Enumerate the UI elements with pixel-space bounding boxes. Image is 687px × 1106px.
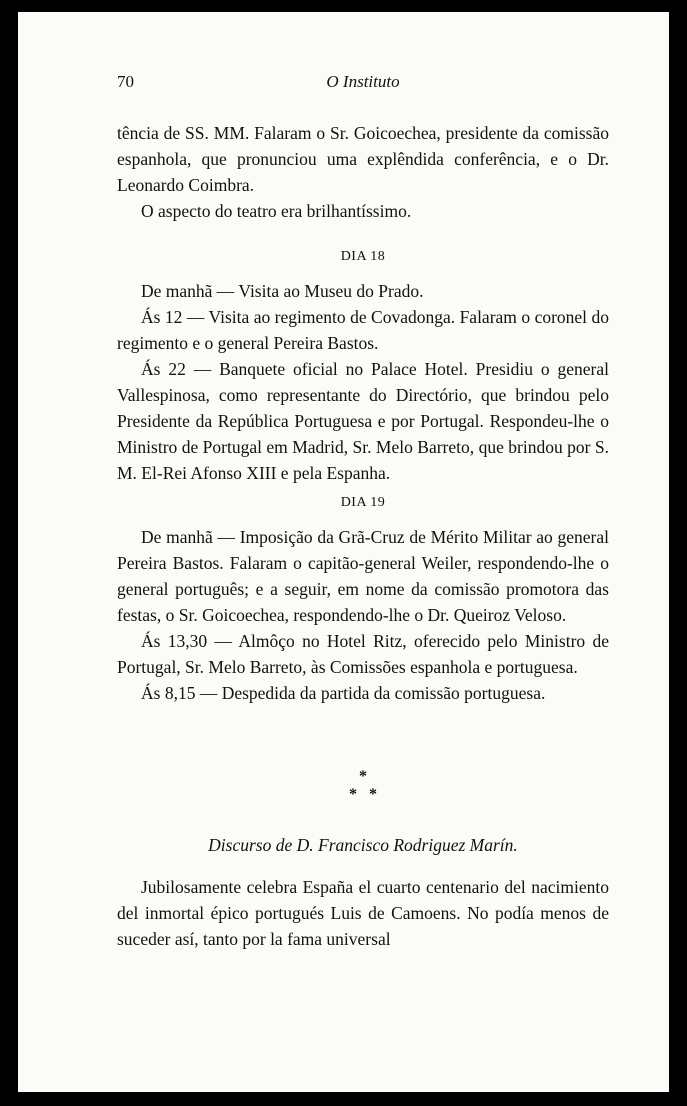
speech-section	[117, 832, 609, 952]
day-18-heading: DIA 18	[340, 249, 386, 264]
day-19-section	[117, 490, 609, 706]
speech-paragraph: Jubilosamente celebra España el cuarto centenario del nacimiento del inmortal épico portugués Luis de Camoens. No podía menos de suceder así, tanto por la fama universal	[117, 877, 609, 949]
day-19-farewell: Ás 8,15 — Despedida da partida da comissão portuguesa.	[141, 683, 546, 703]
speech-title: Discurso de D. Francisco Rodriguez Marín.	[208, 835, 518, 855]
paragraph-continuation: tência de SS. MM. Falaram o Sr. Goicoechea, presidente da comissão espanhola, que pronunciou uma explêndida conferência, e o Dr. Leonardo Coimbra.	[117, 123, 609, 195]
asterism	[117, 768, 609, 804]
day-18-noon: Ás 12 — Visita ao regimento de Covadonga. Falaram o coronel do regimento e o general Pereira Bastos.	[117, 307, 609, 353]
day-18-section	[117, 244, 609, 486]
day-19-lunch: Ás 13,30 — Almôço no Hotel Ritz, oferecido pelo Ministro de Portugal, Sr. Melo Barreto, às Comissões espanhola e portuguesa.	[117, 631, 609, 677]
body-text-top	[117, 120, 609, 224]
day-18-banquet: Ás 22 — Banquete oficial no Palace Hotel. Presidiu o general Vallespinosa, como representante do Directório, que brindou pelo Presidente da República Portuguesa e por Portugal. Respondeu-lhe o Ministro de Portugal em Madrid, Sr. Melo Barreto, que brindou por S. M. El-Rei Afonso XIII e pela Espanha.	[117, 359, 609, 483]
paragraph-theatre: O aspecto do teatro era brilhantíssimo.	[141, 201, 412, 221]
asterism-top: *	[359, 768, 367, 785]
page-header	[117, 72, 609, 100]
day-19-morning: De manhã — Imposição da Grã-Cruz de Mérito Militar ao general Pereira Bastos. Falaram o capitão-general Weiler, respondendo-lhe o general português; e a seguir, em nome da comissão promotora das festas, o Sr. Goicoechea, respondendo-lhe o Dr. Queiroz Veloso.	[117, 527, 609, 625]
day-19-heading: DIA 19	[340, 495, 386, 510]
running-title: O Instituto	[326, 72, 400, 91]
page-number: 70	[117, 72, 134, 91]
asterism-bottom: * *	[349, 786, 377, 803]
day-18-morning: De manhã — Visita ao Museu do Prado.	[141, 281, 424, 301]
